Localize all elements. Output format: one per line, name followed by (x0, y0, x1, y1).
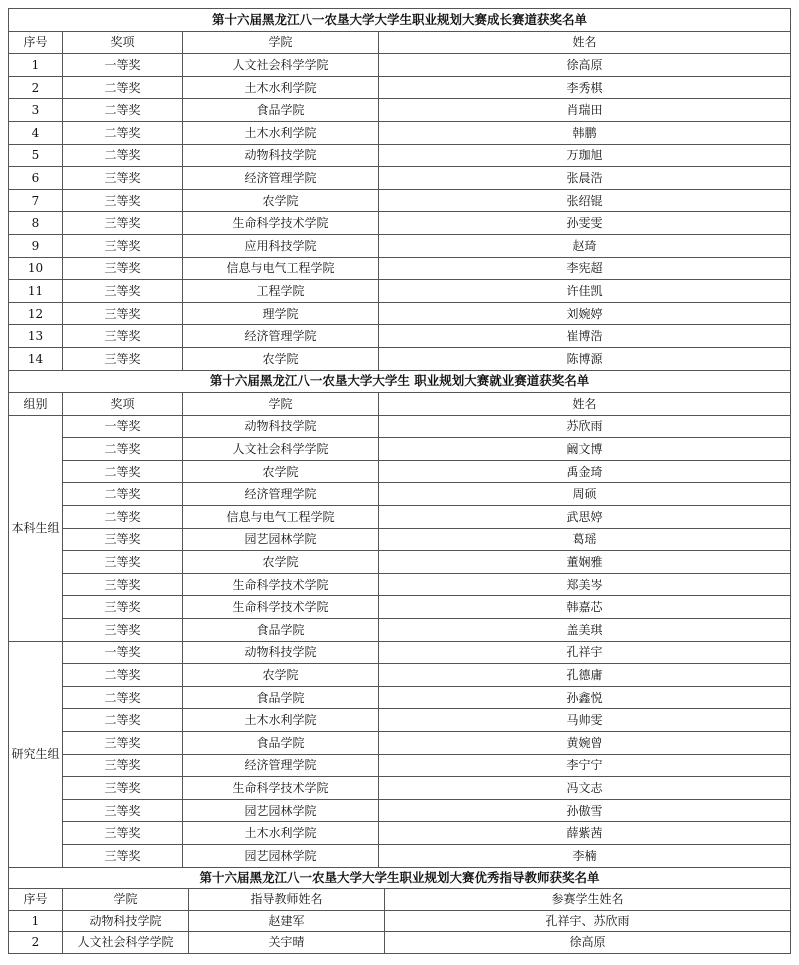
college-cell: 经济管理学院 (183, 754, 379, 777)
column-header: 学院 (183, 393, 379, 416)
college-cell: 农学院 (183, 189, 379, 212)
college-cell: 动物科技学院 (63, 910, 189, 932)
table-row (9, 189, 791, 212)
name-cell: 肖瑞田 (379, 99, 791, 122)
table-row (9, 483, 791, 506)
name-cell: 葛瑶 (379, 528, 791, 551)
table-row (9, 619, 791, 642)
name-cell: 阚文博 (379, 438, 791, 461)
index-cell: 10 (9, 257, 63, 280)
column-header: 序号 (9, 889, 63, 911)
column-header: 组别 (9, 393, 63, 416)
name-cell: 董娴雅 (379, 551, 791, 574)
table-row (9, 167, 791, 190)
college-cell: 动物科技学院 (183, 415, 379, 438)
college-cell: 土木水利学院 (183, 121, 379, 144)
college-cell: 信息与电气工程学院 (183, 506, 379, 529)
table-row (9, 280, 791, 303)
table-row (9, 234, 791, 257)
award-cell: 三等奖 (63, 732, 183, 755)
index-cell: 14 (9, 347, 63, 370)
name-cell: 孙傲雪 (379, 799, 791, 822)
award-cell: 二等奖 (63, 438, 183, 461)
teacher-award-table (8, 868, 791, 954)
name-cell: 冯文志 (379, 777, 791, 800)
college-cell: 生命科学技术学院 (183, 573, 379, 596)
college-cell: 人文社会科学学院 (183, 54, 379, 77)
name-cell: 徐高原 (379, 54, 791, 77)
table-row (9, 664, 791, 687)
employment-header-row (9, 393, 791, 416)
name-cell: 苏欣雨 (379, 415, 791, 438)
table-row (9, 799, 791, 822)
column-header: 参赛学生姓名 (385, 889, 791, 911)
college-cell: 生命科学技术学院 (183, 212, 379, 235)
column-header: 姓名 (379, 393, 791, 416)
table-row (9, 415, 791, 438)
index-cell: 9 (9, 234, 63, 257)
name-cell: 李楠 (379, 844, 791, 867)
column-header: 指导教师姓名 (189, 889, 385, 911)
award-cell: 二等奖 (63, 121, 183, 144)
index-cell: 2 (9, 76, 63, 99)
teacher-name-cell: 关宇晴 (189, 932, 385, 954)
award-cell: 一等奖 (63, 415, 183, 438)
name-cell: 盖美琪 (379, 619, 791, 642)
employment-track-table (8, 371, 791, 868)
name-cell: 薛紫茜 (379, 822, 791, 845)
group-label-cell: 研究生组 (9, 641, 63, 867)
award-cell: 二等奖 (63, 99, 183, 122)
award-cell: 二等奖 (63, 144, 183, 167)
name-cell: 马帅雯 (379, 709, 791, 732)
table-row (9, 551, 791, 574)
table-row (9, 460, 791, 483)
name-cell: 郑美岑 (379, 573, 791, 596)
index-cell: 6 (9, 167, 63, 190)
name-cell: 武思婷 (379, 506, 791, 529)
college-cell: 人文社会科学学院 (63, 932, 189, 954)
name-cell: 李秀棋 (379, 76, 791, 99)
table-row (9, 212, 791, 235)
table-row (9, 754, 791, 777)
index-cell: 8 (9, 212, 63, 235)
column-header: 奖项 (63, 31, 183, 54)
college-cell: 农学院 (183, 347, 379, 370)
award-cell: 三等奖 (63, 234, 183, 257)
table-row (9, 732, 791, 755)
table-row (9, 302, 791, 325)
name-cell: 张绍锟 (379, 189, 791, 212)
table-row (9, 99, 791, 122)
award-cell: 三等奖 (63, 799, 183, 822)
award-cell: 二等奖 (63, 686, 183, 709)
college-cell: 理学院 (183, 302, 379, 325)
college-cell: 土木水利学院 (183, 709, 379, 732)
growth-track-table (8, 8, 791, 371)
table-row (9, 844, 791, 867)
college-cell: 园艺园林学院 (183, 844, 379, 867)
college-cell: 土木水利学院 (183, 76, 379, 99)
award-cell: 三等奖 (63, 280, 183, 303)
name-cell: 黄婉曾 (379, 732, 791, 755)
name-cell: 周硕 (379, 483, 791, 506)
table-row (9, 121, 791, 144)
name-cell: 孙鑫悦 (379, 686, 791, 709)
award-cell: 三等奖 (63, 325, 183, 348)
college-cell: 食品学院 (183, 619, 379, 642)
award-cell: 三等奖 (63, 777, 183, 800)
award-cell: 二等奖 (63, 709, 183, 732)
award-cell: 二等奖 (63, 506, 183, 529)
name-cell: 李宪超 (379, 257, 791, 280)
college-cell: 经济管理学院 (183, 167, 379, 190)
award-cell: 三等奖 (63, 528, 183, 551)
table-row (9, 347, 791, 370)
index-cell: 12 (9, 302, 63, 325)
teacher-award-title: 第十六届黑龙江八一农垦大学大学生职业规划大赛优秀指导教师获奖名单 (9, 868, 791, 889)
table-row (9, 438, 791, 461)
college-cell: 经济管理学院 (183, 325, 379, 348)
table-row (9, 257, 791, 280)
name-cell: 许佳凯 (379, 280, 791, 303)
college-cell: 园艺园林学院 (183, 799, 379, 822)
name-cell: 刘婉婷 (379, 302, 791, 325)
table-row (9, 709, 791, 732)
award-cell: 三等奖 (63, 596, 183, 619)
award-cell: 三等奖 (63, 619, 183, 642)
table-row (9, 506, 791, 529)
growth-track-title: 第十六届黑龙江八一农垦大学大学生职业规划大赛成长赛道获奖名单 (9, 9, 791, 32)
college-cell: 动物科技学院 (183, 144, 379, 167)
index-cell: 4 (9, 121, 63, 144)
table-row (9, 573, 791, 596)
table-row (9, 528, 791, 551)
college-cell: 人文社会科学学院 (183, 438, 379, 461)
name-cell: 李宁宁 (379, 754, 791, 777)
award-cell: 三等奖 (63, 822, 183, 845)
growth-header-row (9, 31, 791, 54)
college-cell: 应用科技学院 (183, 234, 379, 257)
column-header: 姓名 (379, 31, 791, 54)
name-cell: 禹金琦 (379, 460, 791, 483)
table-row (9, 910, 791, 932)
award-cell: 三等奖 (63, 212, 183, 235)
student-names-cell: 孔祥宇、苏欣雨 (385, 910, 791, 932)
name-cell: 张晨浩 (379, 167, 791, 190)
group-label-cell: 本科生组 (9, 415, 63, 641)
name-cell: 孔德庸 (379, 664, 791, 687)
table-row (9, 144, 791, 167)
award-cell: 二等奖 (63, 76, 183, 99)
college-cell: 农学院 (183, 460, 379, 483)
college-cell: 农学院 (183, 664, 379, 687)
award-cell: 三等奖 (63, 754, 183, 777)
award-cell: 三等奖 (63, 844, 183, 867)
award-cell: 二等奖 (63, 664, 183, 687)
award-cell: 三等奖 (63, 551, 183, 574)
award-cell: 三等奖 (63, 257, 183, 280)
college-cell: 食品学院 (183, 686, 379, 709)
college-cell: 工程学院 (183, 280, 379, 303)
college-cell: 土木水利学院 (183, 822, 379, 845)
college-cell: 食品学院 (183, 732, 379, 755)
table-row (9, 596, 791, 619)
award-cell: 二等奖 (63, 460, 183, 483)
name-cell: 崔博浩 (379, 325, 791, 348)
award-cell: 三等奖 (63, 347, 183, 370)
college-cell: 生命科学技术学院 (183, 777, 379, 800)
name-cell: 韩嘉芯 (379, 596, 791, 619)
award-cell: 一等奖 (63, 54, 183, 77)
column-header: 学院 (63, 889, 189, 911)
employment-track-title: 第十六届黑龙江八一农垦大学大学生 职业规划大赛就业赛道获奖名单 (9, 371, 791, 393)
name-cell: 万珈旭 (379, 144, 791, 167)
award-cell: 三等奖 (63, 573, 183, 596)
table-row (9, 777, 791, 800)
college-cell: 经济管理学院 (183, 483, 379, 506)
index-cell: 5 (9, 144, 63, 167)
column-header: 序号 (9, 31, 63, 54)
award-document (8, 8, 790, 954)
index-cell: 7 (9, 189, 63, 212)
college-cell: 动物科技学院 (183, 641, 379, 664)
college-cell: 食品学院 (183, 99, 379, 122)
award-cell: 三等奖 (63, 167, 183, 190)
award-cell: 二等奖 (63, 483, 183, 506)
college-cell: 园艺园林学院 (183, 528, 379, 551)
student-names-cell: 徐高原 (385, 932, 791, 954)
index-cell: 3 (9, 99, 63, 122)
table-row (9, 932, 791, 954)
table-row (9, 686, 791, 709)
college-cell: 生命科学技术学院 (183, 596, 379, 619)
award-cell: 三等奖 (63, 302, 183, 325)
name-cell: 孙雯雯 (379, 212, 791, 235)
index-cell: 2 (9, 932, 63, 954)
name-cell: 陈博源 (379, 347, 791, 370)
index-cell: 1 (9, 54, 63, 77)
table-row (9, 325, 791, 348)
index-cell: 1 (9, 910, 63, 932)
college-cell: 农学院 (183, 551, 379, 574)
table-row (9, 54, 791, 77)
name-cell: 韩鹏 (379, 121, 791, 144)
table-row (9, 76, 791, 99)
college-cell: 信息与电气工程学院 (183, 257, 379, 280)
award-cell: 三等奖 (63, 189, 183, 212)
index-cell: 13 (9, 325, 63, 348)
table-row (9, 641, 791, 664)
name-cell: 孔祥宇 (379, 641, 791, 664)
name-cell: 赵琦 (379, 234, 791, 257)
column-header: 学院 (183, 31, 379, 54)
column-header: 奖项 (63, 393, 183, 416)
teacher-name-cell: 赵建军 (189, 910, 385, 932)
award-cell: 一等奖 (63, 641, 183, 664)
teacher-header-row (9, 889, 791, 911)
table-row (9, 822, 791, 845)
index-cell: 11 (9, 280, 63, 303)
